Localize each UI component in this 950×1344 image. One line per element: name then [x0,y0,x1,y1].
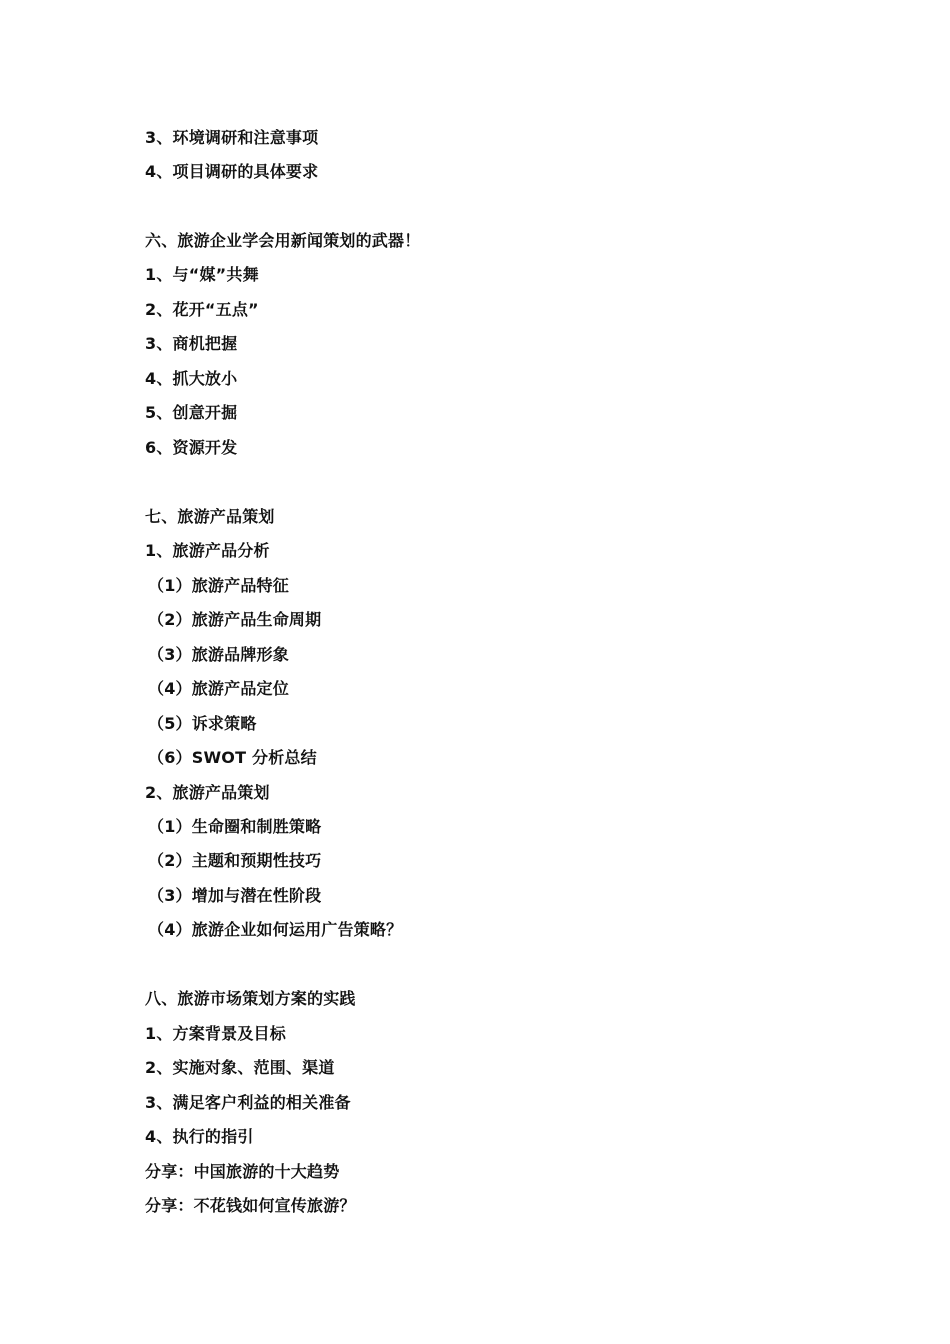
list-item: （2）旅游产品生命周期 [148,610,322,629]
list-item: 4、项目调研的具体要求 [145,162,319,181]
list-item: 3、环境调研和注意事项 [145,128,319,147]
list-item: 5、创意开掘 [145,403,238,422]
list-item: 3、满足客户利益的相关准备 [145,1093,351,1112]
list-item: 3、商机把握 [145,334,238,353]
list-item: （5）诉求策略 [148,714,257,733]
subsection-heading: 2、旅游产品策划 [145,783,270,802]
list-item: （2）主题和预期性技巧 [148,851,322,870]
list-item: 2、花开“五点” [145,300,259,319]
list-item: 4、抓大放小 [145,369,238,388]
list-item: 1、方案背景及目标 [145,1024,286,1043]
share-item: 分享：中国旅游的十大趋势 [145,1162,340,1181]
list-item: 2、实施对象、范围、渠道 [145,1058,335,1077]
list-item: 4、执行的指引 [145,1127,254,1146]
list-item: （1）生命圈和制胜策略 [148,817,322,836]
section-heading: 七、旅游产品策划 [145,507,275,526]
list-item: （3）旅游品牌形象 [148,645,289,664]
share-item: 分享：不花钱如何宣传旅游？ [145,1196,356,1215]
list-item: （3）增加与潜在性阶段 [148,886,322,905]
list-item: 6、资源开发 [145,438,238,457]
section-heading: 八、旅游市场策划方案的实践 [145,989,356,1008]
section-heading: 六、旅游企业学会用新闻策划的武器！ [145,231,421,250]
subsection-heading: 1、旅游产品分析 [145,541,270,560]
list-item: （1）旅游产品特征 [148,576,289,595]
list-item: 1、与“媒”共舞 [145,265,259,284]
list-item: （4）旅游企业如何运用广告策略？ [148,920,403,939]
list-item: （4）旅游产品定位 [148,679,289,698]
list-item: （6）SWOT 分析总结 [148,748,317,767]
